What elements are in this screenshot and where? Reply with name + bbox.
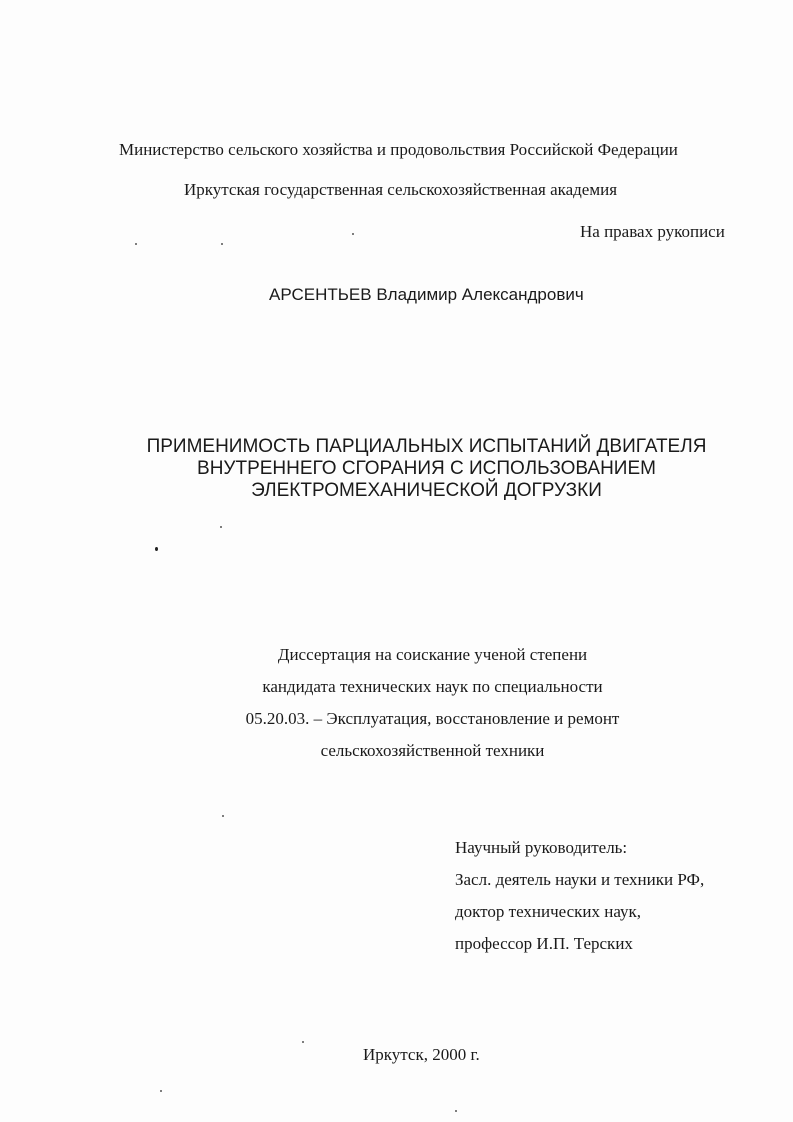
city-year: Иркутск, 2000 г.: [363, 1045, 480, 1064]
supervisor-line: Засл. деятель науки и техники РФ,: [455, 870, 705, 889]
ministry-name: Министерство сельского хозяйства и продовольствия Российской Федерации: [119, 140, 678, 159]
supervisor-line: Научный руководитель:: [455, 838, 628, 857]
degree-line: Диссертация на соискание ученой степени: [277, 645, 588, 664]
scan-speck: [135, 243, 137, 245]
degree-line: сельскохозяйственной техники: [320, 741, 545, 760]
academy-name: Иркутская государственная сельскохозяйственная академия: [184, 180, 618, 199]
scan-speck: [221, 243, 223, 245]
degree-line: 05.20.03. – Эксплуатация, восстановление и ремонт: [245, 709, 620, 728]
scan-speck: [302, 1041, 304, 1043]
scan-speck: [352, 233, 354, 235]
supervisor-block: [455, 832, 704, 960]
title-line: ПРИМЕНИМОСТЬ ПАРЦИАЛЬНЫХ ИСПЫТАНИЙ ДВИГАТЕЛЯ: [146, 436, 707, 457]
scan-speck: [220, 526, 222, 528]
supervisor-line: профессор И.П. Терских: [455, 934, 633, 953]
degree-statement: [120, 639, 745, 767]
manuscript-rights-note: На правах рукописи: [580, 222, 725, 241]
author-name: АРСЕНТЬЕВ Владимир Александрович: [269, 285, 584, 304]
scan-speck: [455, 1110, 457, 1112]
scan-speck: [155, 547, 158, 551]
scan-speck: [160, 1090, 162, 1092]
supervisor-line: доктор технических наук,: [455, 902, 642, 921]
scan-speck: [222, 815, 224, 817]
title-line: ЭЛЕКТРОМЕХАНИЧЕСКОЙ ДОГРУЗКИ: [251, 480, 602, 501]
title-line: ВНУТРЕННЕГО СГОРАНИЯ С ИСПОЛЬЗОВАНИЕМ: [197, 458, 656, 479]
degree-line: кандидата технических наук по специальности: [262, 677, 603, 696]
dissertation-title: [100, 436, 753, 502]
